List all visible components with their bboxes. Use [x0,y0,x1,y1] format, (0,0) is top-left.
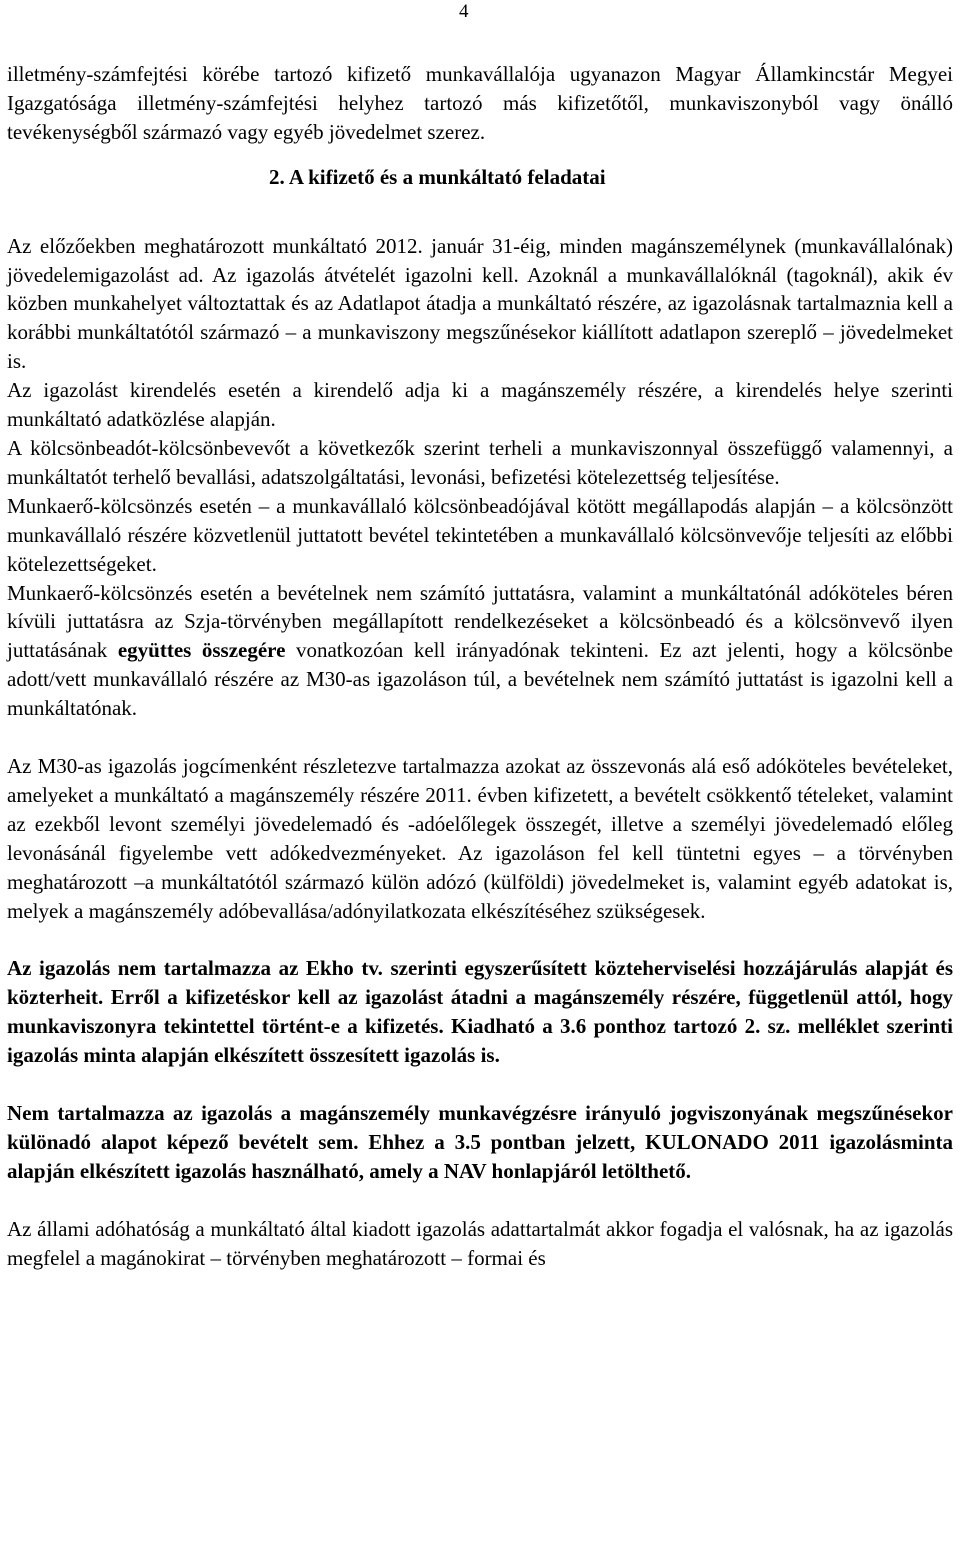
paragraph-4: Munkaerő-kölcsönzés esetén – a munkavállaló kölcsönbeadójával kötött megállapodás alapján – a kölcsönzött munkavállaló részére közvetlenül juttatott bevétel tekintetében a munkavállaló kölcsönvevője teljesíti az előbbi kötelezettségeket. [7,493,953,576]
paragraph-gap [7,1070,953,1099]
paragraph-5-bold: együttes összegére [117,638,286,663]
paragraph-gap [7,925,953,954]
paragraph-intro: illetmény-számfejtési körébe tartozó kifizető munkavállalója ugyanazon Magyar Államkincstár Megyei Igazgatósága illetmény-számfejtési helyhez tartozó más kifizetőtől, munkaviszonyból vagy önálló tevékenységből származó vagy egyéb jövedelmet szerez. [7,62,953,144]
paragraph-5-text-a: Munkaerő-kölcsönzés esetén a bevételnek nem számító juttatásra, valamint a munkáltatónál adóköteles béren kívüli juttatásra az Szja-törvényben megállapított rendelkezéseket a kölcsönbeadó és a kölcsönvevő ilyen juttatásának [7,580,953,663]
paragraph-gap [7,723,953,752]
paragraph-5-text-b: vonatkozóan kell irányadónak tekinteni. Ez azt jelenti, hogy a kölcsönbe adott/vett munkavállaló részére az M30-as igazoláson túl, a bevételnek nem számító juttatást is igazolni kell a munkáltatónak. [7,638,953,721]
paragraph-2: Az igazolást kirendelés esetén a kirendelő adja ki a magánszemély részére, a kirendelés helye szerinti munkáltató adatközlése alapján. [7,378,953,432]
paragraph-6: Az M30-as igazolás jogcímenként részletezve tartalmazza azokat az összevonás alá eső adóköteles bevételeket, amelyeket a munkáltató a magánszemély részére 2011. évben kifizetett, a bevételt csökkentő tételeket, valamint az ezekből levont személyi jövedelemadó és -adóelőlegek összegét, illetve a személyi jövedelemadó előleg levonásánál figyelembe vett adókedvezményeket. Az igazoláson fel kell tüntetni egyes – a törvényben meghatározott –a munkáltatótól származó külön adózó (külföldi) jövedelmeket is, valamint egyéb adatokat is, melyek a magánszemély adóbevallása/adónyilatkozata elkészítéséhez szükségesek. [7,754,953,923]
section-heading: 2. A kifizető és a munkáltató feladatai [269,164,606,189]
page-number: 4 [459,1,469,22]
page-body [7,60,953,1273]
paragraph-7: Az igazolás nem tartalmazza az Ekho tv. szerinti egyszerűsített közteherviselési hozzájárulás alapját és közterheit. Erről a kifizetéskor kell az igazolást átadni a magánszemély részére, függetlenül attól, hogy munkaviszonyra tekintettel történt-e a kifizetés. Kiadható a 3.6 ponthoz tartozó 2. sz. melléklet szerinti igazolás minta alapján elkészített összesített igazolás is. [7,956,953,1068]
paragraph-1: Az előzőekben meghatározott munkáltató 2012. január 31-éig, minden magánszemélynek (munkavállalónak) jövedelemigazolást ad. Az igazolás átvételét igazolni kell. Azoknál a munkavállalóknál (tagoknál), akik év közben munkahelyet változtattak és az Adatlapot átadja a munkáltató részére, az igazolásnak tartalmaznia kell a korábbi munkáltatótól származó – a munkaviszony megszűnésekor kiállított adatlapon szereplő – jövedelmeket is. [7,233,953,374]
paragraph-gap [7,1186,953,1215]
paragraph-8: Nem tartalmazza az igazolás a magánszemély munkavégzésre irányuló jogviszonyának megszűnésekor különadó alapot képező bevételt sem. Ehhez a 3.5 pontban jelzett, KULONADO 2011 igazolásminta alapján elkészített igazolás használható, amely a NAV honlapjáról letölthető. [7,1101,953,1183]
paragraph-5 [7,579,953,724]
paragraph-3: A kölcsönbeadót-kölcsönbevevőt a következők szerint terheli a munkaviszonnyal összefüggő valamennyi, a munkáltatót terhelő bevallási, adatszolgáltatási, levonási, befizetési kötelezettség teljesítése. [7,435,953,489]
paragraph-9: Az állami adóhatóság a munkáltató által kiadott igazolás adattartalmát akkor fogadja el valósnak, ha az igazolás megfelel a magánokirat – törvényben meghatározott – formai és [7,1216,953,1270]
